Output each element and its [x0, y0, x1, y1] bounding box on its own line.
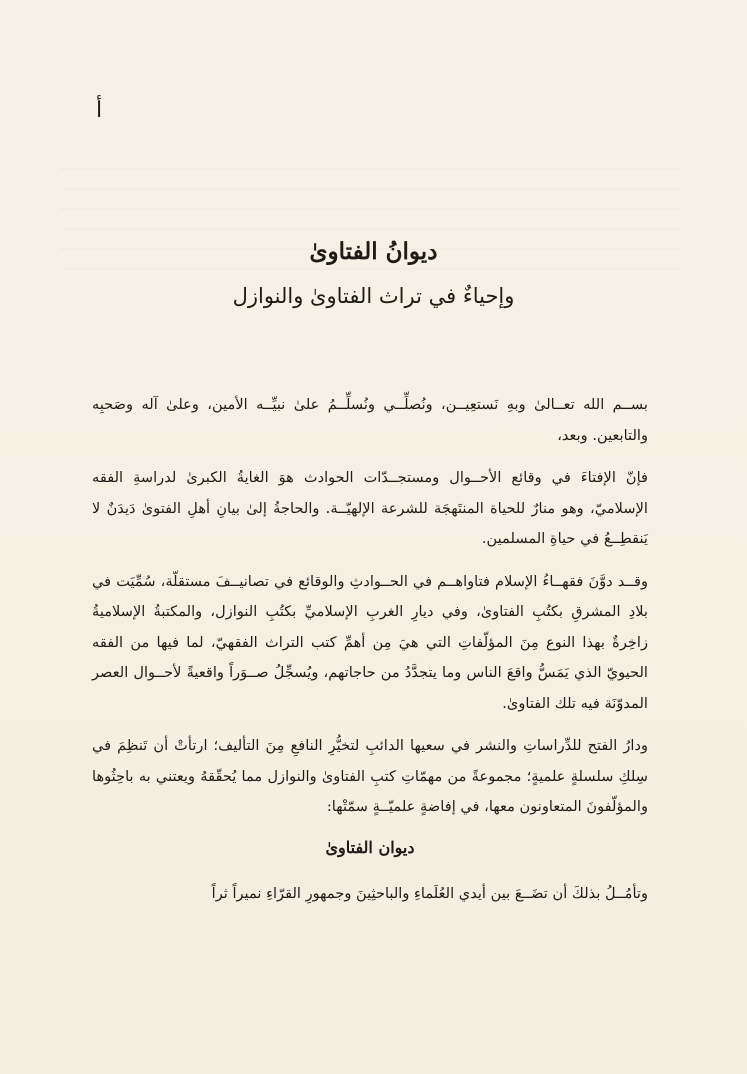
- body-text: [92, 390, 648, 918]
- paragraph-closing: وتأمُــلُ بذلكَ أن تضَــعَ بين أيدي العُلَماءِ والباحثِينَ وجمهورِ القرّاءِ نميراً ثراً: [211, 885, 648, 902]
- paragraph-dar-alfath: ودارُ الفتح للدِّراساتِ والنشر في سعيها الدائبِ لتخيُّرِ النافعِ مِنَ التأليف؛ ارتأتْ أن تَنظِمَ في سِلكِ سلسلةٍ علميةٍ؛ مجموعةً من مهمّاتِ كتبِ الفتاوىٰ والنوازل مما يُحقّقهُ ويعتني به باحِثُوها والمؤلّفونَ المتعاونون معها، في إفاضةٍ علميّــةٍ سمّتْها:: [92, 737, 648, 815]
- paragraph-ifta: فإنّ الإفتاءَ في وقائع الأحــوال ومستجــدّات الحوادث هوَ الغايةُ الكبرىٰ لدراسةِ الفقه الإسلاميّ، وهو منارٌ للحياة المنتَهجَة للشرعة الإلهيّــة. والحاجةُ إلىٰ بيانِ أهلِ الفتوىٰ دَيدَنٌ لا يَنقطِــعُ في حياةِ المسلمين.: [92, 469, 648, 547]
- paragraph-fuqaha: وقــد دوَّنَ فقهــاءُ الإسلام فتاواهــم في الحــوادثِ والوقائع في تصانيــفَ مستقلّة، سُمِّيَت في بلادِ المشرقِ بكتُبِ الفتاوىٰ، وفي ديارِ الغربِ الإسلاميِّ بكتُبِ النوازل، والمكتبةُ الإسلاميةُ زاخِرةٌ بهذا النوع مِنَ المؤلّفاتِ التي هيَ مِن أهمِّ كتب التراث الفقهيّ، لما فيها من الفقه الحيويّ الذي يَمَسُّ واقعَ الناس وما يتجدَّدُ من حاجاتهم، ويُسجِّلُ صــوَراً واقعيةً لأحــوال العصر المدوّنَة فيه تلك الفتاوىٰ.: [92, 572, 648, 712]
- series-title: ديوان الفتاوىٰ: [325, 837, 415, 857]
- page-subtitle: وإحياءٌ في تراث الفتاوىٰ والنوازل: [232, 284, 515, 308]
- page-title: ديوانُ الفتاوىٰ: [309, 238, 438, 265]
- paragraph-opening: بســم الله تعــالىٰ وبهِ نَستعِيــن، ونُصلِّــي ونُسلِّــمُ علىٰ نبيِّــه الأمين، وعلىٰ آله وصَحبِه والتابعين. وبعد،: [92, 396, 648, 444]
- page-number-letter: أ: [96, 98, 103, 123]
